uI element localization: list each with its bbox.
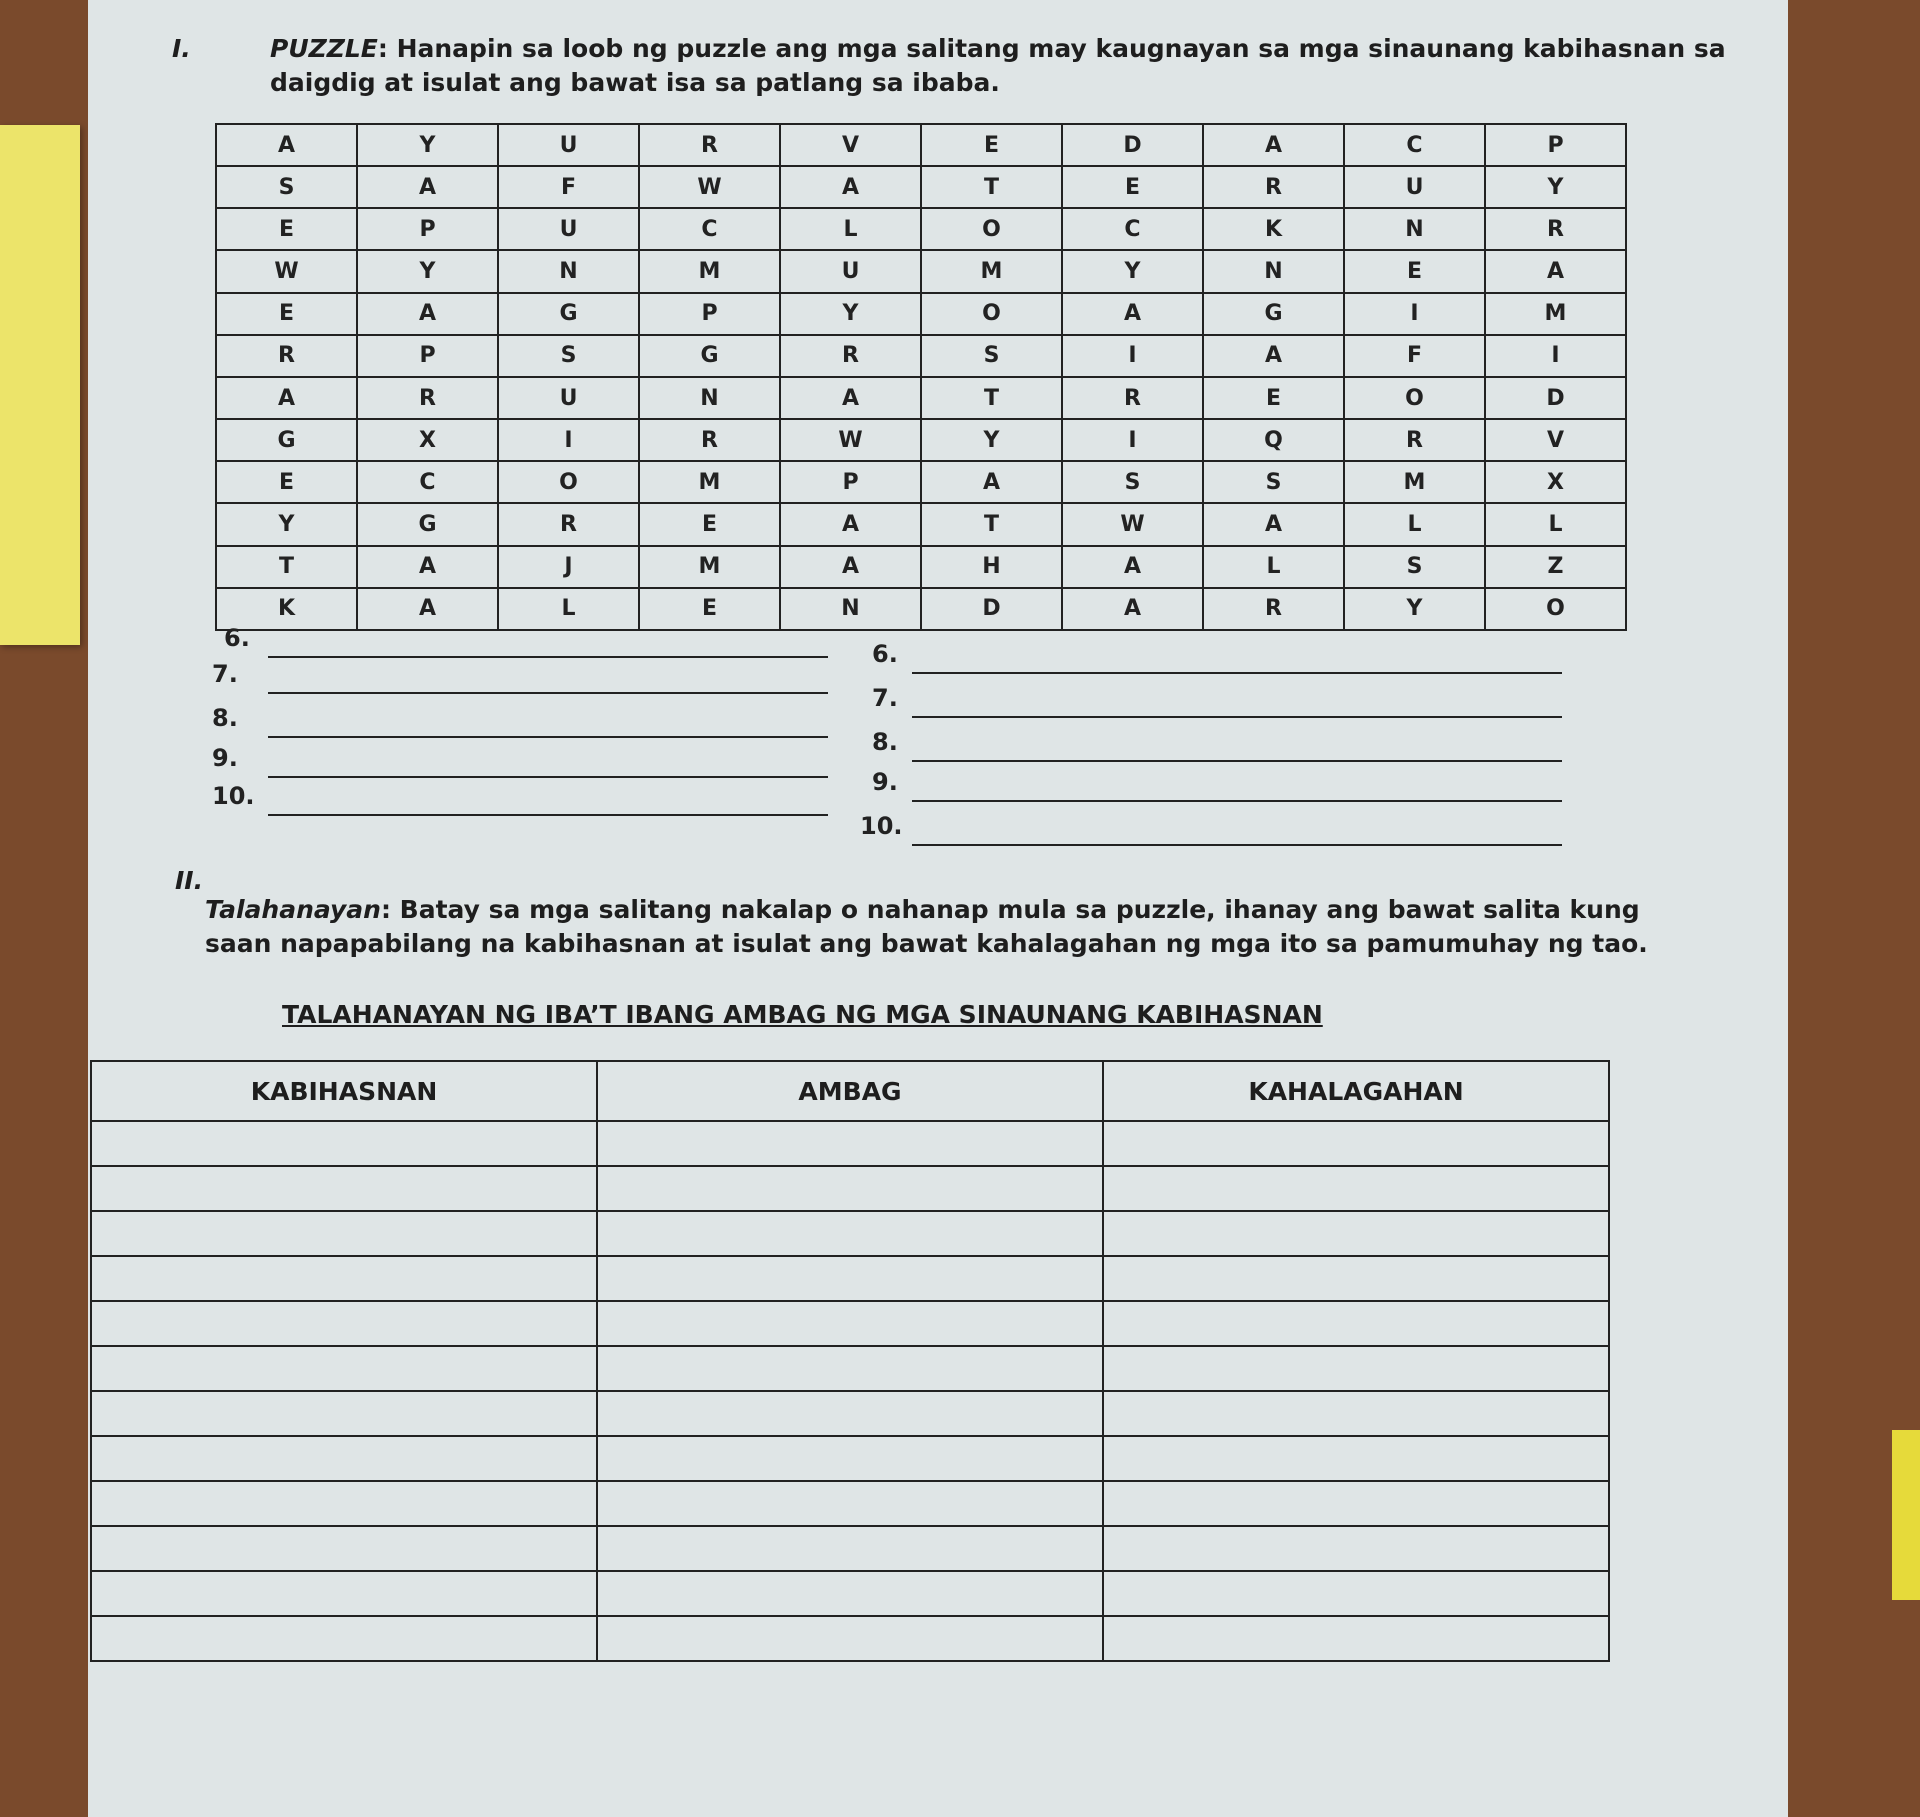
puzzle-cell: A — [1062, 588, 1203, 630]
puzzle-cell: A — [216, 377, 357, 419]
table-cell[interactable] — [1103, 1616, 1609, 1661]
puzzle-cell: I — [1062, 335, 1203, 377]
table-cell[interactable] — [91, 1436, 597, 1481]
puzzle-cell: G — [639, 335, 780, 377]
sticky-note — [0, 125, 80, 645]
section-1-number: I. — [172, 34, 191, 63]
table-cell[interactable] — [1103, 1436, 1609, 1481]
puzzle-cell: A — [357, 293, 498, 335]
puzzle-cell: V — [780, 124, 921, 166]
puzzle-cell: A — [216, 124, 357, 166]
puzzle-cell: R — [216, 335, 357, 377]
puzzle-cell: G — [216, 419, 357, 461]
puzzle-cell: Y — [357, 250, 498, 292]
puzzle-cell: C — [1062, 208, 1203, 250]
table-cell[interactable] — [91, 1481, 597, 1526]
table-cell[interactable] — [597, 1346, 1103, 1391]
puzzle-cell: N — [1203, 250, 1344, 292]
puzzle-row — [216, 208, 1626, 250]
puzzle-cell: A — [357, 166, 498, 208]
answer-number-left: 7. — [212, 660, 238, 688]
puzzle-cell: L — [498, 588, 639, 630]
puzzle-cell: T — [921, 503, 1062, 545]
puzzle-cell: G — [1203, 293, 1344, 335]
word-search-puzzle — [215, 123, 1627, 631]
puzzle-cell: R — [1203, 166, 1344, 208]
puzzle-cell: R — [1062, 377, 1203, 419]
section-1-text-line2: daigdig at isulat ang bawat isa sa patlang sa ibaba. — [270, 68, 1000, 97]
puzzle-cell: I — [1344, 293, 1485, 335]
table-cell[interactable] — [1103, 1166, 1609, 1211]
table-cell[interactable] — [1103, 1346, 1609, 1391]
puzzle-cell: L — [1485, 503, 1626, 545]
puzzle-cell: I — [498, 419, 639, 461]
answer-blank-left[interactable] — [268, 736, 828, 738]
table-cell[interactable] — [91, 1166, 597, 1211]
header-ambag: AMBAG — [597, 1061, 1103, 1121]
table-cell[interactable] — [91, 1346, 597, 1391]
puzzle-cell: Y — [357, 124, 498, 166]
answer-blank-left[interactable] — [268, 776, 828, 778]
contributions-table — [90, 1060, 1610, 1662]
puzzle-cell: E — [1203, 377, 1344, 419]
puzzle-row — [216, 461, 1626, 503]
answer-number-right: 9. — [872, 768, 898, 796]
puzzle-cell: E — [216, 208, 357, 250]
puzzle-cell: U — [498, 124, 639, 166]
puzzle-cell: M — [639, 461, 780, 503]
answer-blank-right[interactable] — [912, 716, 1562, 718]
puzzle-cell: S — [1062, 461, 1203, 503]
answer-number-right: 6. — [872, 640, 898, 668]
puzzle-cell: A — [357, 588, 498, 630]
puzzle-cell: N — [1344, 208, 1485, 250]
table-row — [91, 1571, 1609, 1616]
puzzle-cell: N — [498, 250, 639, 292]
puzzle-cell: A — [780, 377, 921, 419]
puzzle-row — [216, 503, 1626, 545]
table-cell[interactable] — [597, 1616, 1103, 1661]
puzzle-cell: L — [780, 208, 921, 250]
puzzle-cell: W — [639, 166, 780, 208]
table-cell[interactable] — [91, 1211, 597, 1256]
puzzle-cell: T — [921, 377, 1062, 419]
answer-number-left: 10. — [212, 782, 255, 810]
puzzle-cell: V — [1485, 419, 1626, 461]
puzzle-cell: E — [216, 461, 357, 503]
puzzle-cell: K — [1203, 208, 1344, 250]
puzzle-cell: S — [216, 166, 357, 208]
puzzle-cell: A — [780, 166, 921, 208]
puzzle-cell: N — [639, 377, 780, 419]
puzzle-cell: G — [357, 503, 498, 545]
table-cell[interactable] — [91, 1571, 597, 1616]
puzzle-row — [216, 546, 1626, 588]
table-row — [91, 1301, 1609, 1346]
puzzle-cell: U — [780, 250, 921, 292]
puzzle-cell: F — [1344, 335, 1485, 377]
puzzle-cell: M — [921, 250, 1062, 292]
puzzle-cell: P — [357, 208, 498, 250]
puzzle-cell: E — [1062, 166, 1203, 208]
puzzle-cell: R — [498, 503, 639, 545]
puzzle-cell: M — [639, 250, 780, 292]
table-row — [91, 1481, 1609, 1526]
section-2-text-line1: : Batay sa mga salitang nakalap o nahanap mula sa puzzle, ihanay ang bawat salita kung — [380, 895, 1640, 924]
answer-blank-right[interactable] — [912, 672, 1562, 674]
table-cell[interactable] — [597, 1301, 1103, 1346]
section-1-instructions — [270, 32, 1726, 100]
sticky-note-corner — [1892, 1430, 1920, 1600]
answer-blank-left[interactable] — [268, 814, 828, 816]
section-2-lead: Talahanayan — [205, 895, 381, 924]
puzzle-cell: R — [1344, 419, 1485, 461]
table-row — [91, 1436, 1609, 1481]
answer-number-right: 8. — [872, 728, 898, 756]
table-cell[interactable] — [597, 1526, 1103, 1571]
puzzle-cell: D — [1062, 124, 1203, 166]
puzzle-cell: R — [1203, 588, 1344, 630]
table-cell[interactable] — [91, 1121, 597, 1166]
puzzle-cell: U — [498, 208, 639, 250]
answer-blank-right[interactable] — [912, 800, 1562, 802]
puzzle-row — [216, 250, 1626, 292]
table-cell[interactable] — [91, 1391, 597, 1436]
puzzle-cell: Y — [216, 503, 357, 545]
puzzle-cell: R — [639, 124, 780, 166]
puzzle-cell: E — [216, 293, 357, 335]
puzzle-cell: A — [1203, 503, 1344, 545]
puzzle-cell: J — [498, 546, 639, 588]
puzzle-cell: R — [639, 419, 780, 461]
puzzle-cell: R — [1485, 208, 1626, 250]
puzzle-row — [216, 419, 1626, 461]
table-cell[interactable] — [1103, 1571, 1609, 1616]
puzzle-cell: H — [921, 546, 1062, 588]
puzzle-cell: A — [357, 546, 498, 588]
puzzle-cell: O — [921, 208, 1062, 250]
puzzle-cell: C — [1344, 124, 1485, 166]
puzzle-cell: D — [1485, 377, 1626, 419]
puzzle-row — [216, 124, 1626, 166]
puzzle-cell: A — [780, 503, 921, 545]
puzzle-cell: A — [1203, 335, 1344, 377]
puzzle-row — [216, 588, 1626, 630]
puzzle-cell: Y — [921, 419, 1062, 461]
puzzle-cell: E — [639, 588, 780, 630]
answer-blank-left[interactable] — [268, 692, 828, 694]
table-cell[interactable] — [597, 1391, 1103, 1436]
puzzle-cell: C — [357, 461, 498, 503]
table-cell[interactable] — [1103, 1256, 1609, 1301]
puzzle-row — [216, 335, 1626, 377]
puzzle-cell: M — [1485, 293, 1626, 335]
table-cell[interactable] — [1103, 1526, 1609, 1571]
puzzle-cell: P — [639, 293, 780, 335]
table-title: TALAHANAYAN NG IBA’T IBANG AMBAG NG MGA SINAUNANG KABIHASNAN — [282, 1000, 1323, 1029]
header-kahalagahan: KAHALAGAHAN — [1103, 1061, 1609, 1121]
header-kabihasnan: KABIHASNAN — [91, 1061, 597, 1121]
puzzle-cell: Y — [1062, 250, 1203, 292]
puzzle-cell: O — [921, 293, 1062, 335]
section-1-text-line1: : Hanapin sa loob ng puzzle ang mga salitang may kaugnayan sa mga sinaunang kabihasnan sa — [377, 34, 1726, 63]
answer-number-left: 6. — [224, 624, 250, 652]
answer-blank-right[interactable] — [912, 760, 1562, 762]
puzzle-cell: L — [1203, 546, 1344, 588]
puzzle-cell: U — [1344, 166, 1485, 208]
table-cell[interactable] — [597, 1256, 1103, 1301]
table-cell[interactable] — [597, 1121, 1103, 1166]
table-row — [91, 1256, 1609, 1301]
puzzle-cell: S — [498, 335, 639, 377]
puzzle-cell: W — [1062, 503, 1203, 545]
puzzle-cell: W — [216, 250, 357, 292]
puzzle-cell: Y — [1485, 166, 1626, 208]
puzzle-cell: S — [1344, 546, 1485, 588]
puzzle-cell: M — [1344, 461, 1485, 503]
puzzle-cell: A — [1485, 250, 1626, 292]
puzzle-cell: F — [498, 166, 639, 208]
answer-number-left: 9. — [212, 744, 238, 772]
puzzle-cell: N — [780, 588, 921, 630]
puzzle-cell: T — [216, 546, 357, 588]
table-cell[interactable] — [597, 1211, 1103, 1256]
puzzle-cell: A — [780, 546, 921, 588]
puzzle-cell: O — [1485, 588, 1626, 630]
table-cell[interactable] — [597, 1481, 1103, 1526]
table-cell[interactable] — [597, 1166, 1103, 1211]
puzzle-cell: R — [357, 377, 498, 419]
table-row — [91, 1391, 1609, 1436]
answer-number-left: 8. — [212, 704, 238, 732]
table-row — [91, 1346, 1609, 1391]
puzzle-cell: O — [498, 461, 639, 503]
section-1-lead: PUZZLE — [270, 34, 378, 63]
puzzle-cell: I — [1062, 419, 1203, 461]
table-cell[interactable] — [1103, 1301, 1609, 1346]
puzzle-cell: E — [921, 124, 1062, 166]
section-2-number: II. — [175, 866, 204, 895]
table-row — [91, 1211, 1609, 1256]
table-cell[interactable] — [91, 1526, 597, 1571]
puzzle-cell: P — [780, 461, 921, 503]
puzzle-cell: L — [1344, 503, 1485, 545]
table-cell[interactable] — [1103, 1121, 1609, 1166]
puzzle-cell: S — [921, 335, 1062, 377]
table-row — [91, 1616, 1609, 1661]
puzzle-row — [216, 166, 1626, 208]
puzzle-cell: Z — [1485, 546, 1626, 588]
puzzle-cell: G — [498, 293, 639, 335]
puzzle-cell: X — [1485, 461, 1626, 503]
puzzle-cell: U — [498, 377, 639, 419]
puzzle-cell: M — [639, 546, 780, 588]
puzzle-cell: O — [1344, 377, 1485, 419]
puzzle-cell: E — [639, 503, 780, 545]
puzzle-cell: W — [780, 419, 921, 461]
section-2-instructions — [205, 893, 1648, 961]
puzzle-cell: R — [780, 335, 921, 377]
puzzle-cell: E — [1344, 250, 1485, 292]
puzzle-cell: Y — [780, 293, 921, 335]
section-2-text-line2: saan napapabilang na kabihasnan at isulat ang bawat kahalagahan ng mga ito sa pamumuhay ng tao. — [205, 929, 1648, 958]
table-cell[interactable] — [91, 1616, 597, 1661]
puzzle-cell: I — [1485, 335, 1626, 377]
table-cell[interactable] — [597, 1571, 1103, 1616]
puzzle-cell: T — [921, 166, 1062, 208]
answer-number-right: 7. — [872, 684, 898, 712]
answer-blank-right[interactable] — [912, 844, 1562, 846]
table-row — [91, 1121, 1609, 1166]
table-cell[interactable] — [1103, 1211, 1609, 1256]
puzzle-cell: A — [921, 461, 1062, 503]
puzzle-cell: C — [639, 208, 780, 250]
table-row — [91, 1166, 1609, 1211]
puzzle-row — [216, 377, 1626, 419]
table-row — [91, 1526, 1609, 1571]
puzzle-row — [216, 293, 1626, 335]
table-cell[interactable] — [1103, 1391, 1609, 1436]
puzzle-cell: A — [1062, 546, 1203, 588]
puzzle-cell: D — [921, 588, 1062, 630]
puzzle-cell: A — [1062, 293, 1203, 335]
puzzle-cell: Q — [1203, 419, 1344, 461]
puzzle-cell: S — [1203, 461, 1344, 503]
table-cell[interactable] — [91, 1256, 597, 1301]
puzzle-cell: P — [357, 335, 498, 377]
answer-number-right: 10. — [860, 812, 903, 840]
puzzle-cell: X — [357, 419, 498, 461]
puzzle-cell: A — [1203, 124, 1344, 166]
puzzle-cell: K — [216, 588, 357, 630]
puzzle-cell: Y — [1344, 588, 1485, 630]
puzzle-cell: P — [1485, 124, 1626, 166]
table-cell[interactable] — [597, 1436, 1103, 1481]
answer-blank-left[interactable] — [268, 656, 828, 658]
table-cell[interactable] — [1103, 1481, 1609, 1526]
table-cell[interactable] — [91, 1301, 597, 1346]
